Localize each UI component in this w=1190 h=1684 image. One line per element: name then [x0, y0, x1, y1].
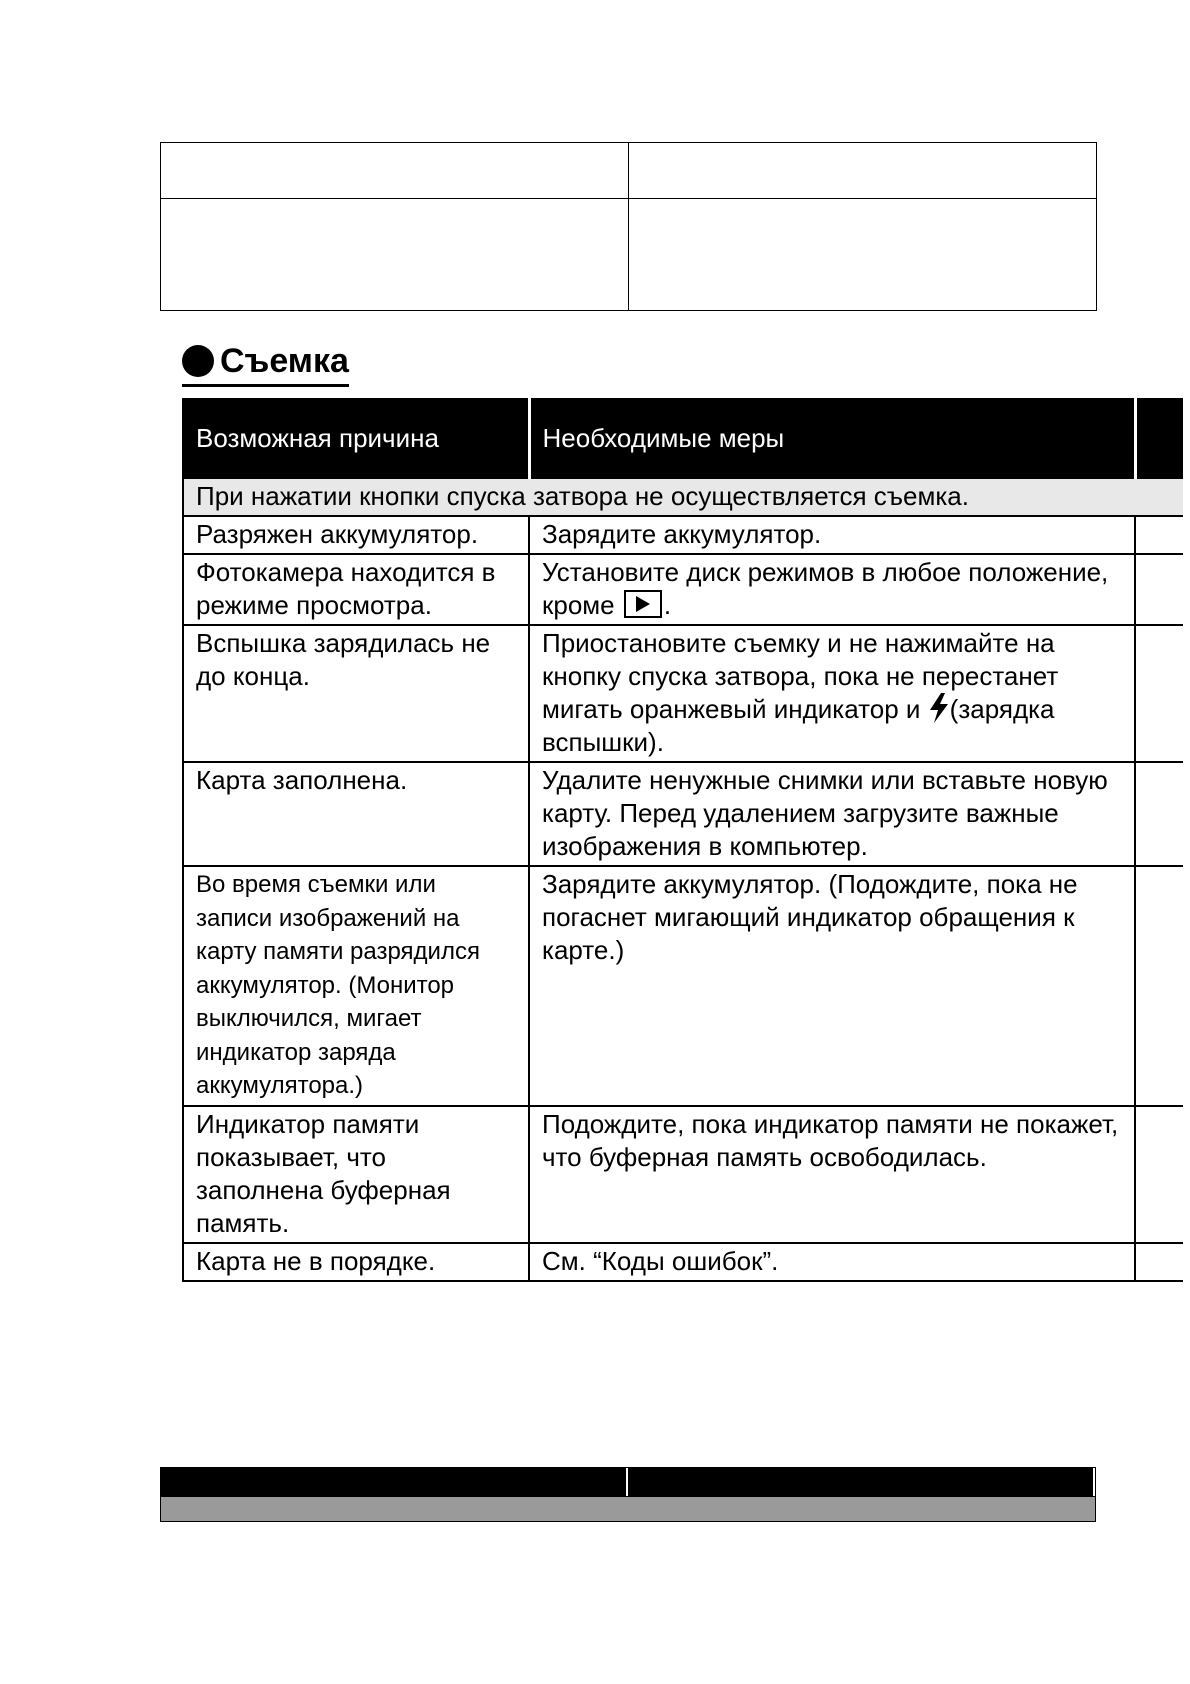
remedy-cell [529, 625, 1135, 762]
extra-cell [1135, 1106, 1183, 1243]
extra-cell [1135, 1243, 1183, 1281]
remedy-text-end: . [663, 590, 672, 620]
bullet-circle-icon [182, 345, 214, 377]
extra-cell [1135, 625, 1183, 762]
empty-cell [629, 143, 1097, 199]
group-title: При нажатии кнопки спуска затвора не осуществляется съемка. [183, 478, 1183, 516]
playback-icon [624, 590, 662, 618]
header-remedy: Необходимые меры [529, 399, 1135, 478]
table-row [183, 554, 1183, 625]
section-heading [182, 340, 349, 387]
next-table-black-row [160, 1467, 1096, 1497]
header-cause: Возможная причина [183, 399, 529, 478]
extra-cell [1135, 762, 1183, 866]
table-row [183, 762, 1183, 866]
cause-cell: Вспышка зарядилась не до конца. [183, 625, 529, 762]
next-table-header-bar [160, 1467, 1096, 1522]
cause-cell: Во время съемки или записи изображений на карту памяти разрядился аккумулятор. (Монитор выключился, мигает индикатор заряда аккумулятора.) [183, 866, 529, 1106]
table-row [183, 866, 1183, 1106]
empty-cell [161, 199, 629, 311]
remedy-cell: См. “Коды ошибок”. [529, 1243, 1135, 1281]
flash-icon [928, 693, 950, 723]
group-title-row [183, 478, 1183, 516]
table-row [183, 625, 1183, 762]
cause-cell: Разряжен аккумулятор. [183, 516, 529, 554]
table-row [183, 516, 1183, 554]
remedy-text-end: (зарядка вспышки). [542, 694, 1055, 757]
cause-cell: Индикатор памяти показывает, что заполнена буферная память. [183, 1106, 529, 1243]
table-row [183, 1106, 1183, 1243]
extra-cell [1135, 866, 1183, 1106]
remedy-cell: Удалите ненужные снимки или вставьте новую карту. Перед удалением загрузите важные изображения в компьютер. [529, 762, 1135, 866]
remedy-text: Установите диск режимов в любое положение, кроме [542, 557, 1109, 620]
cause-cell: Карта заполнена. [183, 762, 529, 866]
header-extra [1135, 399, 1183, 478]
empty-cell [161, 143, 629, 199]
remedy-cell: Подождите, пока индикатор памяти не покажет, что буферная память освободилась. [529, 1106, 1135, 1243]
table-row [183, 1243, 1183, 1281]
extra-cell [1135, 554, 1183, 625]
remedy-cell: Зарядите аккумулятор. (Подождите, пока не погаснет мигающий индикатор обращения к карте.) [529, 866, 1135, 1106]
empty-cell [629, 199, 1097, 311]
top-empty-table [160, 142, 1097, 311]
cause-cell: Фотокамера находится в режиме просмотра. [183, 554, 529, 625]
remedy-text: Приостановите съемку и не нажимайте на кнопку спуска затвора, пока не перестанет мигать оранжевый индикатор и [542, 628, 1059, 724]
remedy-cell [529, 554, 1135, 625]
troubleshooting-table [182, 398, 1183, 1282]
extra-cell [1135, 516, 1183, 554]
section-title: Съемка [220, 342, 349, 380]
remedy-cell: Зарядите аккумулятор. [529, 516, 1135, 554]
cause-cell: Карта не в порядке. [183, 1243, 529, 1281]
table-header-row [183, 399, 1183, 478]
next-table-gray-row [160, 1497, 1096, 1522]
